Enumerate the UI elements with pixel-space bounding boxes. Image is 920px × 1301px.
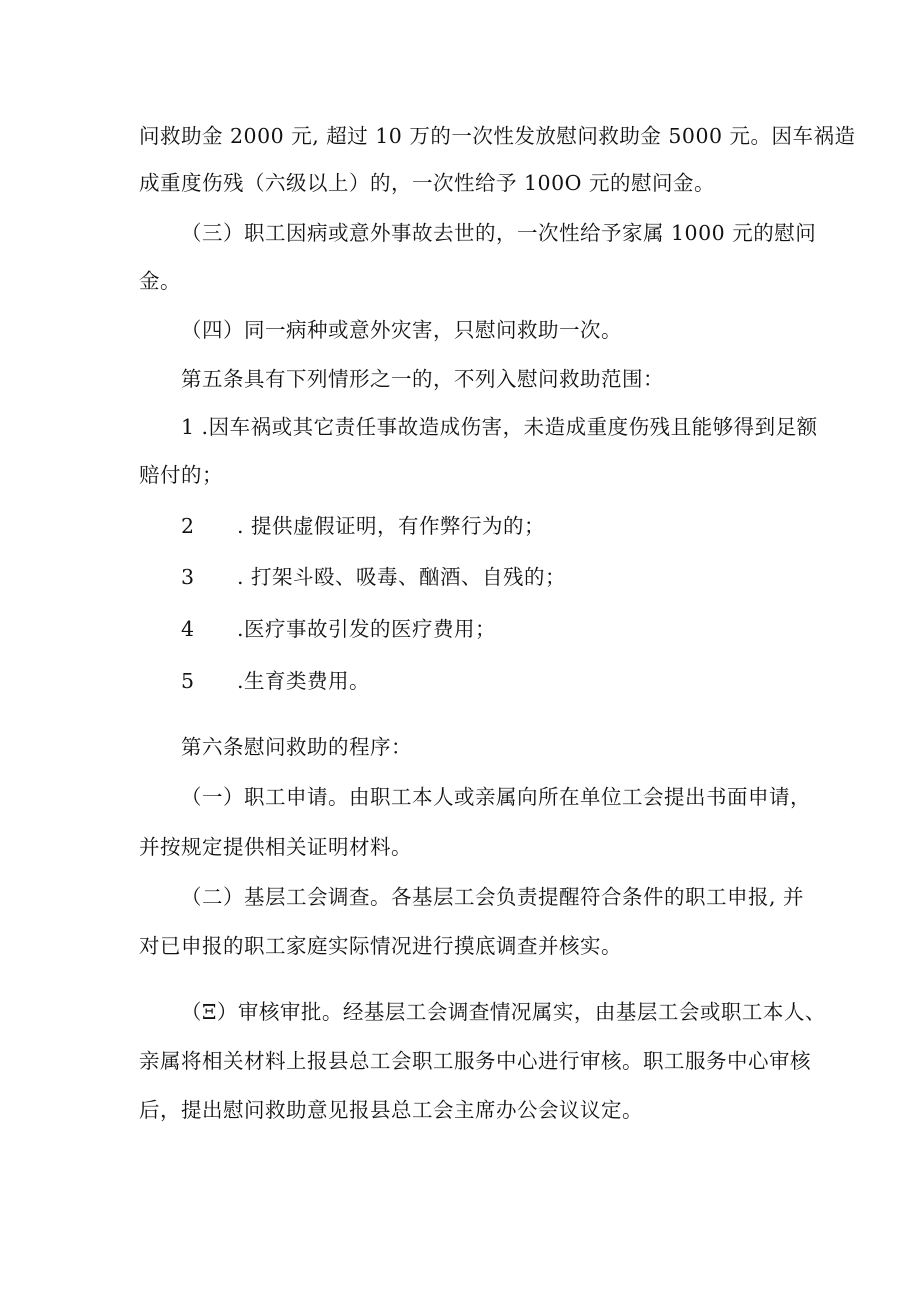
paragraph-line: 成重度伤残（六级以上）的，一次性给予 100O 元的慰问金。	[139, 171, 715, 195]
paragraph-line: 亲属将相关材料上报县总工会职工服务中心进行审核。职工服务中心审核	[139, 1049, 811, 1073]
list-item-number: 3	[181, 565, 195, 589]
list-item-number: 4	[181, 617, 195, 641]
list-item: 1 .因车祸或其它责任事故造成伤害，未造成重度伤残且能够得到足额	[181, 415, 818, 439]
paragraph-line: （二）基层工会调查。各基层工会负责提醒符合条件的职工申报, 并	[181, 885, 805, 909]
paragraph-line: 对已申报的职工家庭实际情况进行摸底调查并核实。	[139, 934, 622, 958]
paragraph-line: 问救助金 2000 元, 超过 10 万的一次性发放慰问救助金 5000 元。因车祸造	[139, 124, 856, 148]
list-item: . 打架斗殴、吸毒、酗酒、自残的；	[237, 565, 567, 589]
paragraph-line: 并按规定提供相关证明材料。	[139, 835, 412, 859]
article-heading: 第六条慰问救助的程序：	[181, 735, 412, 759]
paragraph-line: （一）职工申请。由职工本人或亲属向所在单位工会提出书面申请，	[181, 785, 811, 809]
paragraph-line: 赔付的；	[139, 463, 223, 487]
article-heading: 第五条具有下列情形之一的，不列入慰问救助范围：	[181, 367, 664, 391]
paragraph-line: （四）同一病种或意外灾害，只慰问救助一次。	[181, 318, 622, 342]
list-item: .医疗事故引发的医疗费用；	[237, 617, 497, 641]
list-item-number: 2	[181, 514, 195, 538]
paragraph-line: （三）职工因病或意外事故去世的，一次性给予家属 1000 元的慰问	[181, 221, 817, 245]
paragraph-line: （Ξ）审核审批。经基层工会调查情况属实，由基层工会或职工本人、	[181, 1000, 826, 1024]
list-item-number: 5	[181, 669, 195, 693]
list-item: . 提供虚假证明，有作弊行为的；	[237, 514, 546, 538]
paragraph-line: 金。	[139, 269, 181, 293]
list-item: .生育类费用。	[237, 669, 371, 693]
paragraph-line: 后，提出慰问救助意见报县总工会主席办公会议议定。	[139, 1098, 643, 1122]
